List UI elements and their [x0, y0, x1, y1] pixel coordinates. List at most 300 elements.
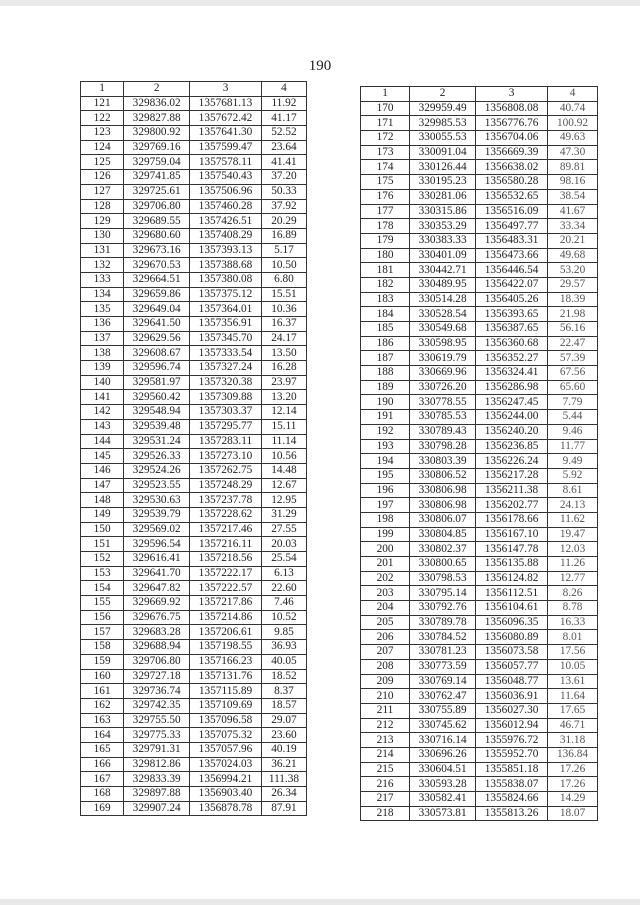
- table-cell: 1356027.30: [476, 703, 548, 718]
- column-header: 3: [476, 87, 548, 102]
- table-cell: 1356532.65: [476, 189, 548, 204]
- table-cell: 330806.52: [410, 468, 476, 483]
- table-cell: 172: [361, 131, 410, 146]
- table-row: [81, 405, 307, 420]
- table-row: [361, 366, 598, 381]
- table-cell: 31.18: [548, 733, 598, 748]
- table-row: [81, 684, 307, 699]
- table-cell: 17.56: [548, 645, 598, 660]
- table-cell: 16.33: [548, 615, 598, 630]
- table-cell: 1357214.86: [190, 610, 262, 625]
- table-cell: 330315.86: [410, 204, 476, 219]
- table-cell: 1356473.66: [476, 248, 548, 263]
- table-cell: 1356387.65: [476, 322, 548, 337]
- table-cell: 145: [81, 449, 124, 464]
- table-cell: 1357345.70: [190, 331, 262, 346]
- table-row: [81, 449, 307, 464]
- table-cell: 330619.79: [410, 351, 476, 366]
- table-row: [81, 596, 307, 611]
- table-cell: 1356704.06: [476, 131, 548, 146]
- table-row: [81, 111, 307, 126]
- table-cell: 1357228.62: [190, 507, 262, 522]
- document-page: [0, 6, 640, 899]
- table-cell: 38.54: [548, 189, 598, 204]
- table-cell: 330781.23: [410, 645, 476, 660]
- table-cell: 10.52: [261, 610, 306, 625]
- table-cell: 1357460.28: [190, 199, 262, 214]
- table-cell: 29.57: [548, 277, 598, 292]
- table-cell: 17.26: [548, 777, 598, 792]
- table-cell: 46.71: [548, 718, 598, 733]
- table-cell: 7.79: [548, 395, 598, 410]
- table-cell: 330353.29: [410, 219, 476, 234]
- table-cell: 41.17: [261, 111, 306, 126]
- table-cell: 329539.79: [124, 507, 190, 522]
- table-cell: 329833.39: [124, 772, 190, 787]
- table-row: [361, 424, 598, 439]
- table-cell: 11.26: [548, 557, 598, 572]
- table-cell: 329769.16: [124, 140, 190, 155]
- table-cell: 329755.50: [124, 713, 190, 728]
- table-cell: 1356202.77: [476, 498, 548, 513]
- table-cell: 176: [361, 189, 410, 204]
- table-cell: 1356516.09: [476, 204, 548, 219]
- table-cell: 24.17: [261, 331, 306, 346]
- table-cell: 1357599.47: [190, 140, 262, 155]
- table-cell: 151: [81, 537, 124, 552]
- table-cell: 1356324.41: [476, 366, 548, 381]
- table-cell: 1356638.02: [476, 160, 548, 175]
- table-cell: 1356147.78: [476, 542, 548, 557]
- table-cell: 329985.53: [410, 116, 476, 131]
- table-cell: 1357356.91: [190, 317, 262, 332]
- table-cell: 330798.53: [410, 571, 476, 586]
- table-cell: 216: [361, 777, 410, 792]
- column-header: 2: [124, 82, 190, 97]
- table-cell: 10.36: [261, 302, 306, 317]
- table-row: [81, 698, 307, 713]
- table-row: [361, 248, 598, 263]
- table-cell: 162: [81, 698, 124, 713]
- table-cell: 159: [81, 654, 124, 669]
- table-row: [81, 757, 307, 772]
- table-cell: 1357198.55: [190, 640, 262, 655]
- table-row: [81, 287, 307, 302]
- table-cell: 56.16: [548, 322, 598, 337]
- table-cell: 330195.23: [410, 175, 476, 190]
- table-cell: 1357237.78: [190, 493, 262, 508]
- table-cell: 329689.55: [124, 214, 190, 229]
- table-cell: 1357506.96: [190, 184, 262, 199]
- table-cell: 1357222.17: [190, 566, 262, 581]
- table-cell: 330789.78: [410, 615, 476, 630]
- table-cell: 194: [361, 454, 410, 469]
- table-row: [81, 581, 307, 596]
- coordinates-table-right: [360, 86, 598, 821]
- table-cell: 1356167.10: [476, 527, 548, 542]
- table-cell: 329560.42: [124, 390, 190, 405]
- table-cell: 1357057.96: [190, 742, 262, 757]
- table-cell: 202: [361, 571, 410, 586]
- table-cell: 1356244.00: [476, 410, 548, 425]
- table-cell: 1356211.38: [476, 483, 548, 498]
- table-cell: 215: [361, 762, 410, 777]
- table-cell: 1357222.57: [190, 581, 262, 596]
- table-cell: 180: [361, 248, 410, 263]
- table-row: [81, 537, 307, 552]
- table-cell: 36.93: [261, 640, 306, 655]
- table-cell: 13.50: [261, 346, 306, 361]
- table-cell: 182: [361, 277, 410, 292]
- table-cell: 330573.81: [410, 806, 476, 821]
- table-cell: 11.62: [548, 512, 598, 527]
- table-cell: 1357540.43: [190, 170, 262, 185]
- table-cell: 18.07: [548, 806, 598, 821]
- table-cell: 330669.96: [410, 366, 476, 381]
- table-cell: 1357206.61: [190, 625, 262, 640]
- table-cell: 330769.14: [410, 674, 476, 689]
- table-cell: 13.61: [548, 674, 598, 689]
- table-cell: 201: [361, 557, 410, 572]
- table-cell: 1357333.54: [190, 346, 262, 361]
- table-cell: 207: [361, 645, 410, 660]
- table-cell: 1357024.03: [190, 757, 262, 772]
- table-cell: 1356112.51: [476, 586, 548, 601]
- table-row: [81, 742, 307, 757]
- table-row: [81, 228, 307, 243]
- table-cell: 179: [361, 233, 410, 248]
- table-cell: 1356012.94: [476, 718, 548, 733]
- table-cell: 53.20: [548, 263, 598, 278]
- table-cell: 16.28: [261, 361, 306, 376]
- table-cell: 8.37: [261, 684, 306, 699]
- table-row: [361, 410, 598, 425]
- table-cell: 40.05: [261, 654, 306, 669]
- table-header-row: [81, 82, 307, 97]
- table-row: [81, 272, 307, 287]
- table-cell: 329725.61: [124, 184, 190, 199]
- table-cell: 329836.02: [124, 96, 190, 111]
- table-cell: 123: [81, 126, 124, 141]
- table-cell: 330802.37: [410, 542, 476, 557]
- table-cell: 126: [81, 170, 124, 185]
- table-cell: 205: [361, 615, 410, 630]
- table-cell: 5.44: [548, 410, 598, 425]
- table-cell: 15.51: [261, 287, 306, 302]
- table-cell: 133: [81, 272, 124, 287]
- table-cell: 183: [361, 292, 410, 307]
- table-cell: 12.95: [261, 493, 306, 508]
- table-cell: 330755.89: [410, 703, 476, 718]
- table-cell: 129: [81, 214, 124, 229]
- coordinates-table-left: [80, 81, 307, 816]
- table-cell: 330806.98: [410, 498, 476, 513]
- table-row: [361, 674, 598, 689]
- column-header: 3: [190, 82, 262, 97]
- table-row: [361, 542, 598, 557]
- table-cell: 185: [361, 322, 410, 337]
- table-cell: 16.37: [261, 317, 306, 332]
- table-cell: 164: [81, 728, 124, 743]
- table-row: [81, 346, 307, 361]
- table-row: [81, 522, 307, 537]
- table-cell: 329727.18: [124, 669, 190, 684]
- table-cell: 196: [361, 483, 410, 498]
- table-cell: 329649.04: [124, 302, 190, 317]
- table-cell: 169: [81, 801, 124, 816]
- table-cell: 165: [81, 742, 124, 757]
- table-cell: 146: [81, 463, 124, 478]
- table-cell: 29.07: [261, 713, 306, 728]
- table-cell: 330514.28: [410, 292, 476, 307]
- table-cell: 329524.26: [124, 463, 190, 478]
- table-cell: 158: [81, 640, 124, 655]
- table-cell: 330055.53: [410, 131, 476, 146]
- table-cell: 1356497.77: [476, 219, 548, 234]
- table-cell: 184: [361, 307, 410, 322]
- table-cell: 40.74: [548, 101, 598, 116]
- table-cell: 16.89: [261, 228, 306, 243]
- table-row: [361, 116, 598, 131]
- table-cell: 1356073.58: [476, 645, 548, 660]
- table-cell: 149: [81, 507, 124, 522]
- table-cell: 329641.50: [124, 317, 190, 332]
- table-cell: 134: [81, 287, 124, 302]
- table-cell: 41.41: [261, 155, 306, 170]
- table-cell: 330798.28: [410, 439, 476, 454]
- table-cell: 140: [81, 375, 124, 390]
- table-cell: 148: [81, 493, 124, 508]
- table-cell: 330789.43: [410, 424, 476, 439]
- table-cell: 11.14: [261, 434, 306, 449]
- table-cell: 154: [81, 581, 124, 596]
- table-cell: 125: [81, 155, 124, 170]
- table-cell: 136.84: [548, 747, 598, 762]
- table-cell: 31.29: [261, 507, 306, 522]
- table-cell: 204: [361, 601, 410, 616]
- table-cell: 329641.70: [124, 566, 190, 581]
- table-cell: 8.26: [548, 586, 598, 601]
- table-cell: 330281.06: [410, 189, 476, 204]
- table-row: [81, 317, 307, 332]
- table-cell: 329647.82: [124, 581, 190, 596]
- column-header: 4: [261, 82, 306, 97]
- table-cell: 1355851.18: [476, 762, 548, 777]
- table-cell: 1356903.40: [190, 787, 262, 802]
- table-cell: 329530.63: [124, 493, 190, 508]
- table-cell: 1357283.11: [190, 434, 262, 449]
- table-cell: 26.34: [261, 787, 306, 802]
- table-cell: 329736.74: [124, 684, 190, 699]
- table-cell: 329680.60: [124, 228, 190, 243]
- table-cell: 1357115.89: [190, 684, 262, 699]
- table-cell: 1356580.28: [476, 175, 548, 190]
- table-cell: 1357216.11: [190, 537, 262, 552]
- table-cell: 1356048.77: [476, 674, 548, 689]
- table-row: [361, 263, 598, 278]
- table-cell: 329596.74: [124, 361, 190, 376]
- table-cell: 189: [361, 380, 410, 395]
- table-cell: 1356422.07: [476, 277, 548, 292]
- table-cell: 217: [361, 792, 410, 807]
- table-cell: 33.34: [548, 219, 598, 234]
- table-cell: 1357131.76: [190, 669, 262, 684]
- table-row: [361, 160, 598, 175]
- table-cell: 20.29: [261, 214, 306, 229]
- table-cell: 130: [81, 228, 124, 243]
- table-cell: 329608.67: [124, 346, 190, 361]
- table-cell: 22.60: [261, 581, 306, 596]
- table-cell: 1356057.77: [476, 659, 548, 674]
- table-cell: 1356178.66: [476, 512, 548, 527]
- table-cell: 178: [361, 219, 410, 234]
- table-cell: 147: [81, 478, 124, 493]
- table-cell: 87.91: [261, 801, 306, 816]
- table-cell: 142: [81, 405, 124, 420]
- table-cell: 131: [81, 243, 124, 258]
- table-cell: 160: [81, 669, 124, 684]
- table-row: [81, 728, 307, 743]
- table-row: [361, 601, 598, 616]
- table-row: [361, 175, 598, 190]
- table-cell: 141: [81, 390, 124, 405]
- table-cell: 1356036.91: [476, 689, 548, 704]
- table-cell: 1356226.24: [476, 454, 548, 469]
- table-row: [361, 806, 598, 821]
- table-cell: 329742.35: [124, 698, 190, 713]
- table-cell: 329706.80: [124, 654, 190, 669]
- table-cell: 330795.14: [410, 586, 476, 601]
- table-row: [361, 733, 598, 748]
- table-cell: 329683.28: [124, 625, 190, 640]
- table-cell: 329548.94: [124, 405, 190, 420]
- table-row: [81, 478, 307, 493]
- table-row: [81, 566, 307, 581]
- table-cell: 329759.04: [124, 155, 190, 170]
- table-cell: 1356352.27: [476, 351, 548, 366]
- table-cell: 1355813.26: [476, 806, 548, 821]
- table-cell: 21.98: [548, 307, 598, 322]
- table-cell: 329676.75: [124, 610, 190, 625]
- table-cell: 47.30: [548, 145, 598, 160]
- table-cell: 12.03: [548, 542, 598, 557]
- column-header: 4: [548, 87, 598, 102]
- table-cell: 12.77: [548, 571, 598, 586]
- table-row: [361, 454, 598, 469]
- table-row: [361, 645, 598, 660]
- table-cell: 18.52: [261, 669, 306, 684]
- table-cell: 122: [81, 111, 124, 126]
- table-row: [361, 498, 598, 513]
- table-cell: 1356405.26: [476, 292, 548, 307]
- table-cell: 18.57: [261, 698, 306, 713]
- table-cell: 135: [81, 302, 124, 317]
- table-cell: 41.67: [548, 204, 598, 219]
- table-cell: 67.56: [548, 366, 598, 381]
- table-cell: 57.39: [548, 351, 598, 366]
- table-cell: 329827.88: [124, 111, 190, 126]
- table-cell: 1356483.31: [476, 233, 548, 248]
- page-number: 190: [308, 58, 332, 74]
- table-cell: 23.60: [261, 728, 306, 743]
- table-cell: 10.05: [548, 659, 598, 674]
- table-cell: 1356286.98: [476, 380, 548, 395]
- table-row: [81, 184, 307, 199]
- table-cell: 330696.26: [410, 747, 476, 762]
- table-cell: 330773.59: [410, 659, 476, 674]
- table-cell: 153: [81, 566, 124, 581]
- table-cell: 128: [81, 199, 124, 214]
- table-cell: 1357262.75: [190, 463, 262, 478]
- table-cell: 199: [361, 527, 410, 542]
- table-cell: 1355838.07: [476, 777, 548, 792]
- table-cell: 167: [81, 772, 124, 787]
- table-cell: 150: [81, 522, 124, 537]
- table-row: [361, 659, 598, 674]
- table-cell: 1357327.24: [190, 361, 262, 376]
- table-cell: 143: [81, 419, 124, 434]
- table-cell: 15.11: [261, 419, 306, 434]
- table-cell: 18.39: [548, 292, 598, 307]
- table-cell: 168: [81, 787, 124, 802]
- table-cell: 190: [361, 395, 410, 410]
- table-cell: 330716.14: [410, 733, 476, 748]
- table-cell: 195: [361, 468, 410, 483]
- table-header-row: [361, 87, 598, 102]
- table-row: [361, 145, 598, 160]
- table-cell: 188: [361, 366, 410, 381]
- table-cell: 203: [361, 586, 410, 601]
- table-row: [81, 199, 307, 214]
- table-row: [81, 787, 307, 802]
- table-cell: 1357273.10: [190, 449, 262, 464]
- table-cell: 5.92: [548, 468, 598, 483]
- table-cell: 330745.62: [410, 718, 476, 733]
- table-row: [81, 507, 307, 522]
- table-cell: 12.67: [261, 478, 306, 493]
- table-cell: 52.52: [261, 126, 306, 141]
- table-row: [361, 336, 598, 351]
- table-cell: 1356217.28: [476, 468, 548, 483]
- table-cell: 1357380.08: [190, 272, 262, 287]
- table-cell: 330762.47: [410, 689, 476, 704]
- table-cell: 177: [361, 204, 410, 219]
- table-cell: 329659.86: [124, 287, 190, 302]
- table-cell: 7.46: [261, 596, 306, 611]
- table-cell: 1356240.20: [476, 424, 548, 439]
- table-cell: 329907.24: [124, 801, 190, 816]
- table-cell: 175: [361, 175, 410, 190]
- table-cell: 11.77: [548, 439, 598, 454]
- table-row: [361, 439, 598, 454]
- table-cell: 174: [361, 160, 410, 175]
- table-cell: 1356236.85: [476, 439, 548, 454]
- table-cell: 1357672.42: [190, 111, 262, 126]
- table-cell: 210: [361, 689, 410, 704]
- table-cell: 213: [361, 733, 410, 748]
- table-cell: 329569.02: [124, 522, 190, 537]
- table-cell: 1357578.11: [190, 155, 262, 170]
- table-cell: 1357408.29: [190, 228, 262, 243]
- table-cell: 197: [361, 498, 410, 513]
- table-cell: 1357641.30: [190, 126, 262, 141]
- table-cell: 329791.31: [124, 742, 190, 757]
- table-cell: 1356878.78: [190, 801, 262, 816]
- table-cell: 330383.33: [410, 233, 476, 248]
- table-cell: 23.64: [261, 140, 306, 155]
- table-cell: 329800.92: [124, 126, 190, 141]
- table-row: [81, 375, 307, 390]
